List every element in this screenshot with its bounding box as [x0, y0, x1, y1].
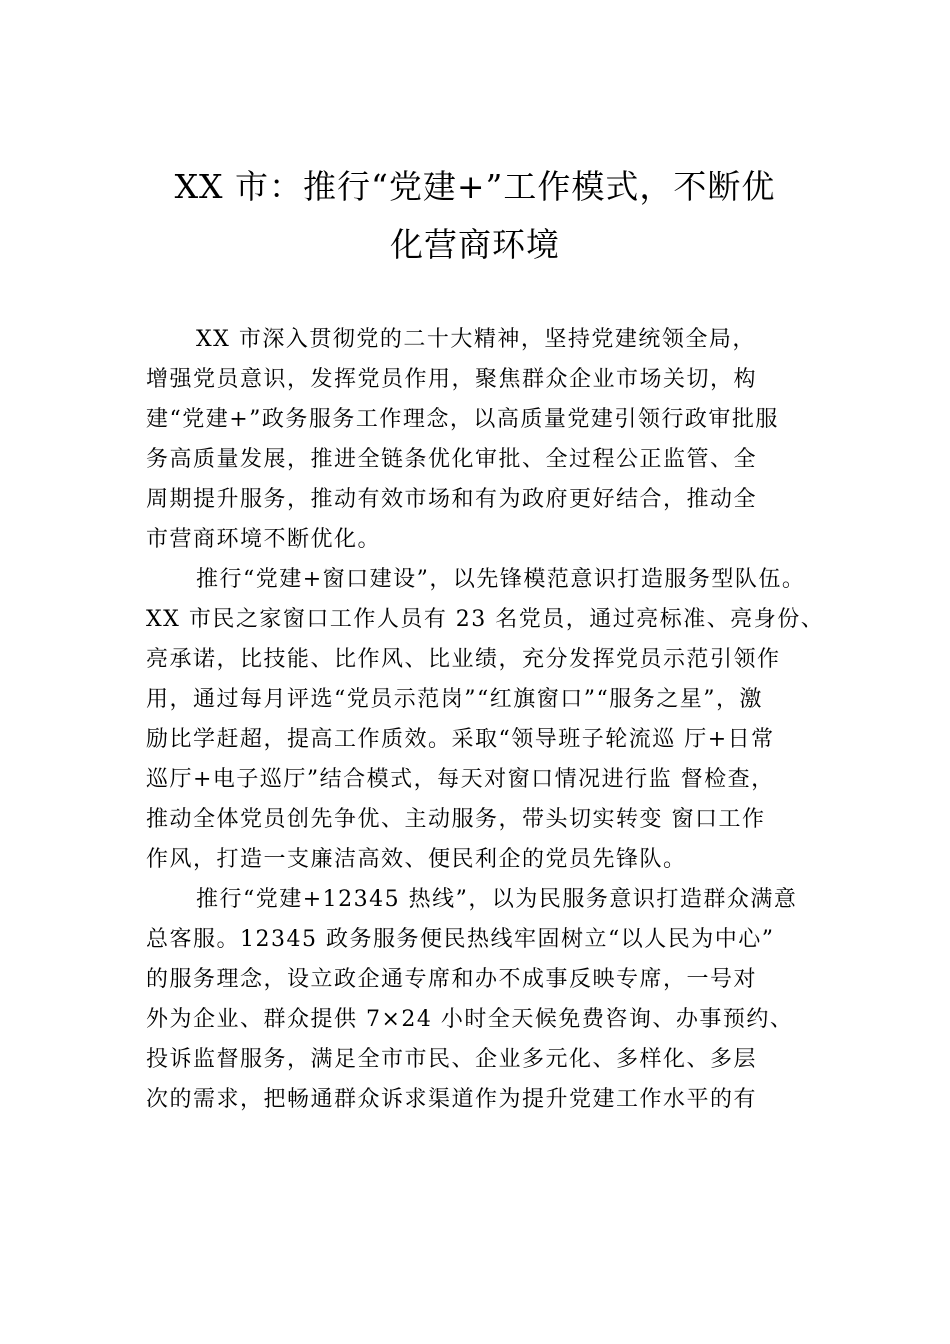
paragraph-line: 次的需求，把畅通群众诉求渠道作为提升党建工作水平的有 [146, 1087, 758, 1112]
paragraph-line: 投诉监督服务，满足全市市民、企业多元化、多样化、多层 [146, 1047, 758, 1072]
paragraph-line: 用，通过每月评选“党员示范岗”“红旗窗口”“服务之星”，激 [146, 687, 763, 712]
document-body [146, 320, 836, 1120]
paragraph-line: XX 市民之家窗口工作人员有 23 名党员，通过亮标准、亮身份、 [146, 607, 825, 632]
paragraph-line: 外为企业、群众提供 7×24 小时全天候免费咨询、办事预约、 [146, 1007, 794, 1032]
paragraph-line: 作风，打造一支廉洁高效、便民利企的党员先锋队。 [146, 847, 687, 872]
document-title [140, 158, 810, 274]
paragraph-line: XX 市深入贯彻党的二十大精神，坚持党建统领全局， [196, 327, 756, 352]
paragraph-line: 亮承诺，比技能、比作风、比业绩，充分发挥党员示范引领作 [146, 647, 781, 672]
paragraph-3 [146, 880, 836, 1120]
paragraph-line: 增强党员意识，发挥党员作用，聚焦群众企业市场关切，构 [146, 367, 758, 392]
paragraph-2 [146, 560, 836, 880]
title-line-2: 化营商环境 [390, 225, 560, 264]
paragraph-line: 建“党建+”政务服务工作理念，以高质量党建引领行政审批服 [146, 407, 779, 432]
paragraph-line: 务高质量发展，推进全链条优化审批、全过程公正监管、全 [146, 447, 758, 472]
paragraph-line: 推动全体党员创先争优、主动服务，带头切实转变 窗口工作 [146, 807, 766, 832]
paragraph-line: 周期提升服务，推动有效市场和有为政府更好结合，推动全 [146, 487, 758, 512]
title-line-1: XX 市：推行“党建+”工作模式，不断优 [174, 167, 776, 206]
paragraph-line: 励比学赶超，提高工作质效。采取“领导班子轮流巡 厅+日常 [146, 727, 775, 752]
paragraph-line: 总客服。12345 政务服务便民热线牢固树立“以人民为中心” [146, 927, 775, 952]
paragraph-line: 推行“党建+窗口建设”，以先锋模范意识打造服务型队伍。 [196, 567, 806, 592]
paragraph-line: 的服务理念，设立政企通专席和办不成事反映专席，一号对 [146, 967, 758, 992]
paragraph-line: 巡厅+电子巡厅”结合模式，每天对窗口情况进行监 督检查， [146, 767, 775, 792]
paragraph-1 [146, 320, 836, 560]
paragraph-line: 市营商环境不断优化。 [146, 527, 382, 552]
paragraph-line: 推行“党建+12345 热线”，以为民服务意识打造群众满意 [196, 887, 798, 912]
